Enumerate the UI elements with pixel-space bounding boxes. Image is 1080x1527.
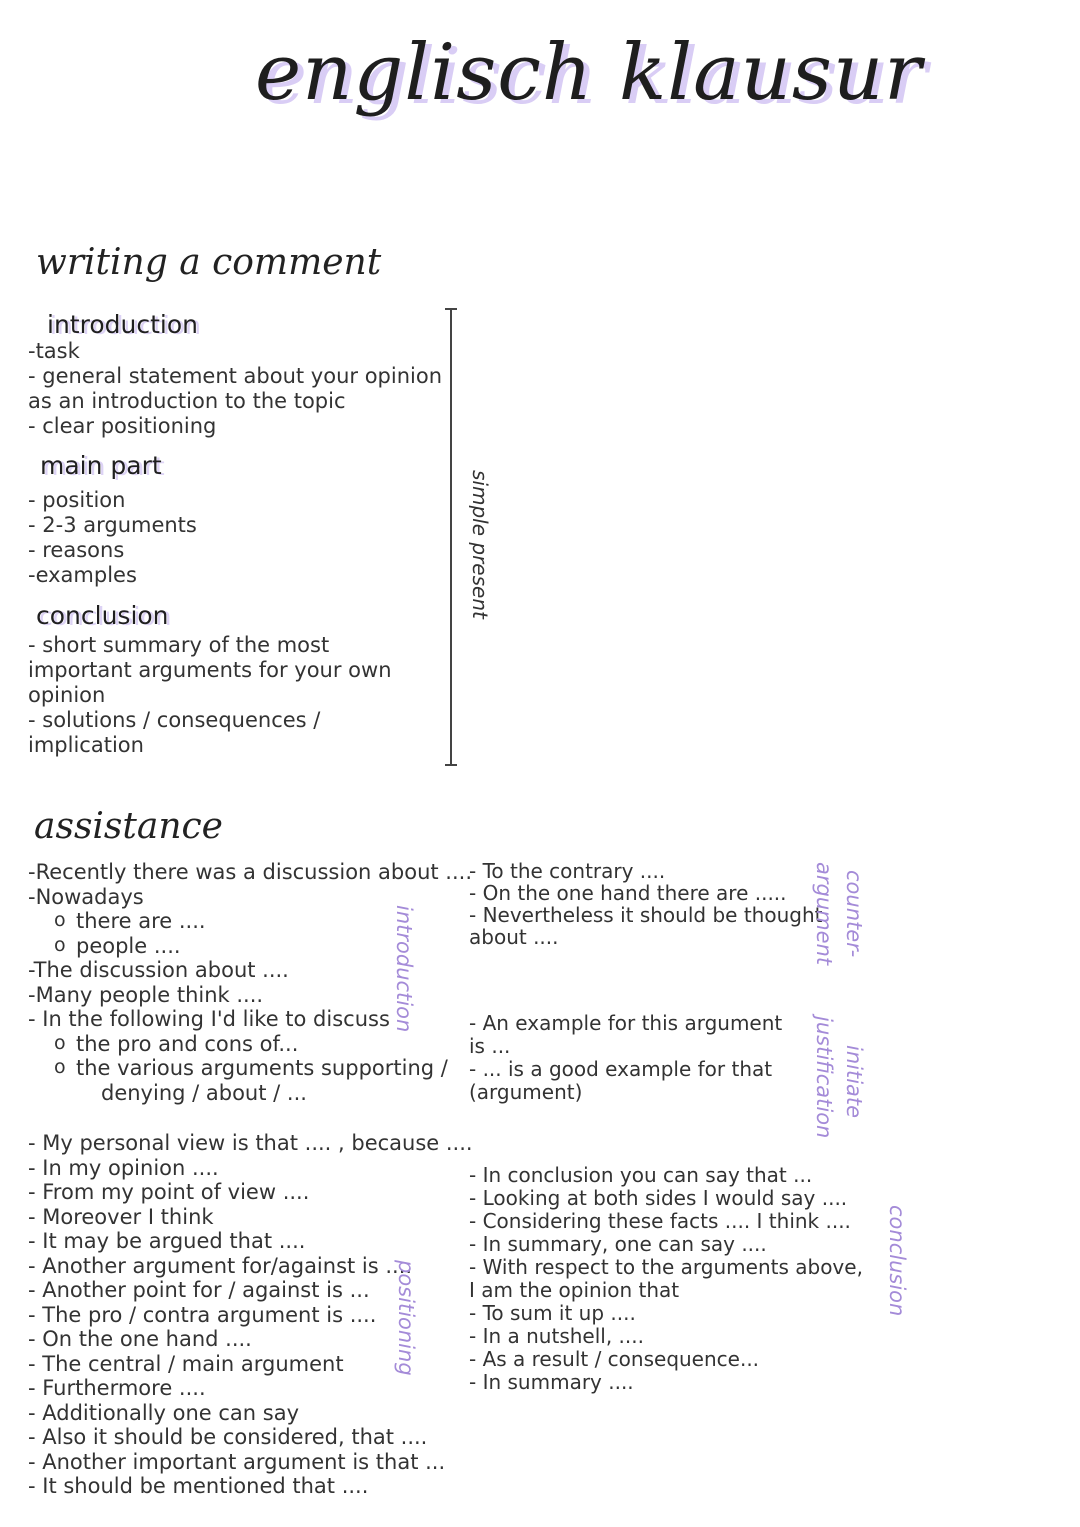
phrase-line: - Another important argument is that ...	[28, 1449, 446, 1474]
phrase-line: -Recently there was a discussion about ....	[28, 860, 473, 884]
phrase-line: - In a nutshell, ....	[469, 1324, 644, 1348]
phrase-line: - From my point of view ....	[28, 1180, 310, 1204]
introduction-heading: introduction	[47, 310, 198, 339]
note-line: -task	[28, 339, 80, 363]
phrase-line: - With respect to the arguments above,	[469, 1255, 863, 1279]
phrase-line: - In summary, one can say ....	[469, 1232, 767, 1256]
phrase-line: -Nowadays	[28, 884, 144, 909]
phrase-line: - It should be mentioned that ....	[28, 1474, 369, 1498]
justification-side-label-1: initiate	[842, 1045, 866, 1119]
phrase-line: - On the one hand there are .....	[469, 881, 787, 905]
phrase-line: - As a result / consequence...	[469, 1347, 760, 1371]
phrase-line: - ... is a good example for that	[469, 1057, 773, 1081]
main-part-notes	[28, 488, 197, 588]
bracket-line	[450, 308, 452, 766]
phrase-line: - The pro / contra argument is ....	[28, 1302, 377, 1327]
phrase-line: - In summary ....	[469, 1370, 634, 1394]
note-line: important arguments for your own	[28, 658, 392, 682]
phrase-line: - In conclusion you can say that ...	[469, 1163, 813, 1187]
phrase-line: - Furthermore ....	[28, 1376, 206, 1400]
phrase-line: - To sum it up ....	[469, 1301, 636, 1325]
phrase-line: o there are ....	[28, 909, 472, 934]
phrase-line: is ...	[469, 1034, 511, 1058]
phrase-line: - Looking at both sides I would say ....	[469, 1186, 848, 1210]
phrase-line: - Considering these facts .... I think ....	[469, 1209, 851, 1233]
counter-side-label-2: argument	[812, 862, 836, 966]
phrase-line: - My personal view is that .... , because ....	[28, 1131, 473, 1155]
phrase-line: - In my opinion ....	[28, 1155, 219, 1180]
phrase-line: about ....	[469, 925, 559, 949]
simple-present-label: simple present	[468, 470, 492, 619]
assistance-justification-list	[469, 1012, 782, 1104]
phrase-line: denying / about / ...	[101, 1080, 307, 1105]
phrase-line: - Another point for / against is ...	[28, 1278, 370, 1302]
assistance-conclusion-list	[469, 1164, 863, 1394]
phrase-line: - It may be argued that ....	[28, 1229, 306, 1253]
phrase-line: (argument)	[469, 1080, 583, 1104]
phrase-line: - To the contrary ....	[469, 859, 666, 883]
page-title: englisch klausur	[255, 28, 923, 118]
conclusion-heading: conclusion	[36, 601, 169, 630]
note-line: opinion	[28, 683, 106, 707]
conclusion-side-label: conclusion	[885, 1205, 909, 1317]
introduction-notes	[28, 339, 442, 439]
phrase-line: - Nevertheless it should be thought	[469, 903, 823, 927]
phrase-line: - An example for this argument	[469, 1011, 783, 1035]
phrase-line: -The discussion about ....	[28, 958, 289, 982]
assistance-counter-list	[469, 860, 822, 948]
phrase-line: -Many people think ....	[28, 982, 264, 1007]
phrase-line: - Additionally one can say	[28, 1400, 300, 1425]
conclusion-notes	[28, 633, 392, 758]
main-part-heading: main part	[40, 451, 162, 480]
justification-side-label-2: justification	[812, 1016, 836, 1139]
phrase-line: o the pro and cons of...	[28, 1032, 472, 1057]
note-line: -examples	[28, 563, 137, 587]
phrase-line: - Also it should be considered, that ....	[28, 1425, 428, 1449]
section-heading-writing-comment: writing a comment	[36, 242, 382, 283]
note-line: implication	[28, 733, 144, 757]
section-heading-assistance: assistance	[34, 806, 223, 847]
phrase-line: I am the opinion that	[469, 1278, 680, 1302]
note-line: - solutions / consequences /	[28, 708, 321, 732]
note-line: - short summary of the most	[28, 633, 330, 657]
phrase-line: - On the one hand ....	[28, 1327, 252, 1351]
note-line: as an introduction to the topic	[28, 389, 346, 413]
note-line: - 2-3 arguments	[28, 513, 197, 537]
note-line: - reasons	[28, 538, 125, 562]
note-line: - general statement about your opinion	[28, 364, 443, 388]
phrase-line: o people ....	[28, 934, 472, 959]
note-line: - position	[28, 488, 126, 512]
phrase-line: - Moreover I think	[28, 1204, 214, 1229]
introduction-side-label: introduction	[392, 905, 416, 1033]
phrase-line: - The central / main argument	[28, 1351, 344, 1376]
note-line: - clear positioning	[28, 414, 217, 438]
phrase-line: - In the following I'd like to discuss	[28, 1007, 390, 1031]
positioning-side-label: positioning	[394, 1260, 418, 1376]
phrase-line: - Another argument for/against is ....	[28, 1253, 413, 1278]
phrase-line: o the various arguments supporting /	[28, 1056, 472, 1081]
counter-side-label-1: counter-	[842, 870, 866, 958]
